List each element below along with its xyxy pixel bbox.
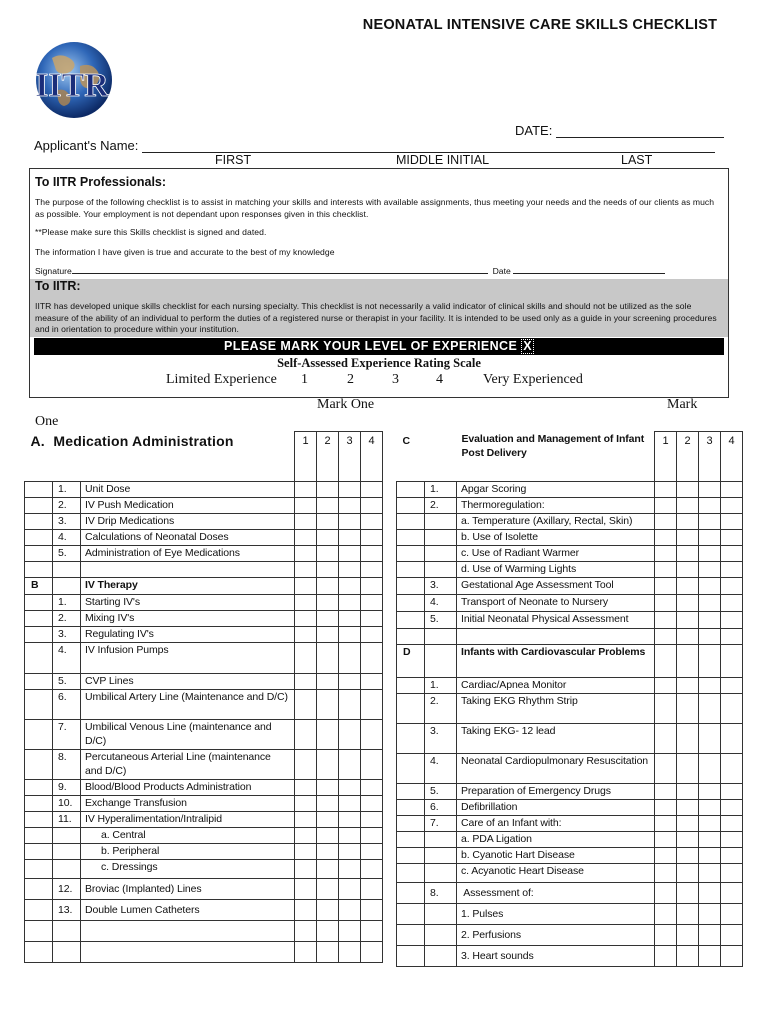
signature-line[interactable] [72,266,488,274]
rating-cell[interactable] [655,904,677,925]
table-row: 6. Defibrillation [397,800,743,816]
table-row: 4. Neonatal Cardiopulmonary Resuscitation [397,754,743,784]
rating-cell[interactable] [361,796,383,812]
rating-cell[interactable] [655,562,677,578]
rating-cell[interactable] [295,627,317,643]
rating-cell[interactable] [317,595,339,611]
table-row: 9. Blood/Blood Products Administration [25,780,383,796]
rating-cell[interactable] [361,828,383,844]
rating-cell[interactable] [339,530,361,546]
rating-cell[interactable] [677,925,699,946]
table-row: 2. IV Push Medication [25,498,383,514]
rating-cell[interactable] [677,848,699,864]
rating-cell[interactable] [339,482,361,498]
rating-cell[interactable] [721,546,743,562]
rating-col-1: 1 [655,432,677,482]
table-row: 4. Calculations of Neonatal Doses [25,530,383,546]
rating-cell[interactable] [655,595,677,612]
rating-cell[interactable] [699,498,721,514]
rating-cell[interactable] [655,800,677,816]
rating-cell[interactable] [361,595,383,611]
rating-cell[interactable] [295,530,317,546]
rating-cell[interactable] [317,611,339,627]
rating-cell[interactable] [361,900,383,921]
rating-cell[interactable] [677,678,699,694]
table-row [397,629,743,645]
rating-cell[interactable] [721,800,743,816]
sign-note: **Please make sure this Skills checklist is signed and dated. [35,227,267,237]
section-d-header: D Infants with Cardiovascular Problems [397,645,743,678]
rating-cell[interactable] [721,498,743,514]
rating-cell[interactable] [295,720,317,750]
rating-cell[interactable] [721,612,743,629]
rating-cell[interactable] [295,643,317,674]
rating-cell[interactable] [339,546,361,562]
rating-cell[interactable] [721,904,743,925]
last-name-label: LAST [621,153,653,167]
rating-cell[interactable] [655,694,677,724]
rating-cell[interactable] [677,562,699,578]
mark-checkbox[interactable]: X [523,339,532,353]
rating-cell[interactable] [699,595,721,612]
rating-col-4: 4 [721,432,743,482]
rating-cell[interactable] [721,562,743,578]
rating-cell[interactable] [339,514,361,530]
rating-cell[interactable] [295,595,317,611]
rating-cell[interactable] [361,498,383,514]
rating-cell[interactable] [295,844,317,860]
rating-cell[interactable] [677,546,699,562]
table-row: c. Acyanotic Heart Disease [397,864,743,883]
rating-cell[interactable] [721,848,743,864]
rating-cell[interactable] [361,643,383,674]
table-row: 5. Preparation of Emergency Drugs [397,784,743,800]
table-row: 2. Perfusions [397,925,743,946]
table-row: 5. Initial Neonatal Physical Assessment [397,612,743,629]
rating-cell[interactable] [699,832,721,848]
rating-cell[interactable] [721,832,743,848]
rating-cell[interactable] [295,482,317,498]
rating-cell[interactable] [677,816,699,832]
table-row: 5. Administration of Eye Medications [25,546,383,562]
rating-cell[interactable] [655,832,677,848]
table-row: b. Use of Isolette [397,530,743,546]
rating-cell[interactable] [699,694,721,724]
section-c-title: Evaluation and Management of Infant Post Delivery [461,432,645,459]
rating-cell[interactable] [677,514,699,530]
table-row: a. Temperature (Axillary, Rectal, Skin) [397,514,743,530]
rating-cell[interactable] [699,800,721,816]
mark-label-right: Mark [667,397,698,412]
rating-cell[interactable] [361,844,383,860]
rating-cell[interactable] [699,754,721,784]
rating-cell[interactable] [699,678,721,694]
instructions-box [29,168,729,398]
rating-cell[interactable] [295,514,317,530]
iitr-paragraph: IITR has developed unique skills checklist for each nursing specialty. This checklist is not necessarily a valid indicator of clinical skills and should not be utilized as the sole measure of the ability of an individual to perform the duties of a registered nurse or therapist in your facility. It is intended to be used only as a guide in your screening procedures and in orientation to procedure within your institution. [35,301,717,334]
rating-cell[interactable] [317,643,339,674]
rating-cell[interactable] [699,530,721,546]
rating-cell[interactable] [295,812,317,828]
scale-high-label: Very Experienced [483,372,583,387]
scale-level-2: 2 [347,372,354,387]
scale-level-3: 3 [392,372,399,387]
checklist-title: NEONATAL INTENSIVE CARE SKILLS CHECKLIST [362,17,718,33]
rating-cell[interactable] [295,498,317,514]
logo-text: IITR [35,67,109,104]
rating-cell[interactable] [295,780,317,796]
rating-cell[interactable] [295,690,317,720]
table-row: b. Cyanotic Hart Disease [397,848,743,864]
rating-cell[interactable] [361,482,383,498]
table-row [25,921,383,942]
rating-cell[interactable] [721,514,743,530]
table-row: 1. Unit Dose [25,482,383,498]
rating-cell[interactable] [339,879,361,900]
rating-cell[interactable] [361,627,383,643]
table-row: 7. Umbilical Venous Line (maintenance and D/C) [25,720,383,750]
section-a-header: A. Medication Administration [30,432,234,449]
table-row: 1. Pulses [397,904,743,925]
rating-cell[interactable] [721,595,743,612]
rating-col-3: 3 [699,432,721,482]
rating-cell[interactable] [677,754,699,784]
rating-cell[interactable] [317,860,339,879]
table-row: 13. Double Lumen Catheters [25,900,383,921]
rating-cell[interactable] [655,784,677,800]
rating-cell[interactable] [699,925,721,946]
rating-cell[interactable] [317,482,339,498]
rating-cell[interactable] [339,595,361,611]
rating-cell[interactable] [317,530,339,546]
rating-cell[interactable] [655,578,677,595]
rating-cell[interactable] [361,611,383,627]
table-row: a. Central [25,828,383,844]
rating-cell[interactable] [699,784,721,800]
rating-cell[interactable] [339,611,361,627]
rating-cell[interactable] [721,754,743,784]
table-row: 12. Broviac (Implanted) Lines [25,879,383,900]
rating-col-2: 2 [317,432,339,482]
table-row: 3. IV Drip Medications [25,514,383,530]
table-row: 6. Umbilical Artery Line (Maintenance and D/C) [25,690,383,720]
section-b-header: B IV Therapy [25,578,383,595]
professionals-paragraph: The purpose of the following checklist is to assist in matching your skills and interests with available assignments, thus meeting your needs and the needs of our clients as much as possible. Your employment is not dependant upon responses given in this checklist. [35,197,715,219]
rating-cell[interactable] [721,694,743,724]
rating-cell[interactable] [361,812,383,828]
rating-cell[interactable] [699,724,721,754]
right-skills-table [396,431,743,967]
rating-cell[interactable] [721,946,743,967]
rating-cell[interactable] [361,720,383,750]
rating-cell[interactable] [317,812,339,828]
rating-cell[interactable] [317,879,339,900]
table-row: 2. Thermoregulation: [397,498,743,514]
rating-cell[interactable] [677,530,699,546]
rating-col-4: 4 [361,432,383,482]
rating-cell[interactable] [677,864,699,883]
first-name-label: FIRST [215,153,252,167]
rating-cell[interactable] [677,578,699,595]
rating-cell[interactable] [677,612,699,629]
rating-cell[interactable] [317,674,339,690]
rating-cell[interactable] [317,498,339,514]
rating-cell[interactable] [677,832,699,848]
left-skills-table [24,431,383,963]
rating-col-1: 1 [295,432,317,482]
rating-cell[interactable] [339,750,361,780]
rating-cell[interactable] [317,546,339,562]
applicant-name-field[interactable]: Applicant's Name: [34,138,715,153]
rating-cell[interactable] [677,904,699,925]
rating-cell[interactable] [339,674,361,690]
rating-cell[interactable] [295,750,317,780]
table-row: 4. IV Infusion Pumps [25,643,383,674]
rating-cell[interactable] [655,514,677,530]
rating-cell[interactable] [361,546,383,562]
rating-cell[interactable] [339,828,361,844]
scale-title: Self-Assessed Experience Rating Scale [277,356,481,370]
rating-cell[interactable] [699,514,721,530]
rating-cell[interactable] [295,879,317,900]
rating-cell[interactable] [721,724,743,754]
signature-date-line[interactable] [513,266,665,274]
rating-cell[interactable] [699,864,721,883]
rating-cell[interactable] [677,946,699,967]
rating-cell[interactable] [339,796,361,812]
rating-cell[interactable] [677,498,699,514]
table-row: c. Dressings [25,860,383,879]
rating-cell[interactable] [339,498,361,514]
scale-level-4: 4 [436,372,443,387]
table-row: b. Peripheral [25,844,383,860]
table-row: 7. Care of an Infant with: [397,816,743,832]
rating-cell[interactable] [699,612,721,629]
rating-cell[interactable] [721,530,743,546]
rating-cell[interactable] [339,844,361,860]
rating-cell[interactable] [317,844,339,860]
rating-cell[interactable] [295,674,317,690]
rating-cell[interactable] [721,678,743,694]
rating-cell[interactable] [317,900,339,921]
table-row: 8. Percutaneous Arterial Line (maintenance and D/C) [25,750,383,780]
rating-cell[interactable] [699,904,721,925]
rating-cell[interactable] [295,900,317,921]
rating-cell[interactable] [655,612,677,629]
table-row: a. PDA Ligation [397,832,743,848]
rating-cell[interactable] [317,750,339,780]
rating-cell[interactable] [655,925,677,946]
iitr-heading: To IITR: [35,279,81,293]
rating-cell[interactable] [721,578,743,595]
table-row: 5. CVP Lines [25,674,383,690]
rating-cell[interactable] [655,848,677,864]
rating-cell[interactable] [361,530,383,546]
rating-cell[interactable] [721,482,743,498]
rating-cell[interactable] [339,720,361,750]
mark-experience-banner: PLEASE MARK YOUR LEVEL OF EXPERIENCE X [34,338,724,355]
rating-cell[interactable] [721,925,743,946]
table-row: d. Use of Warming Lights [397,562,743,578]
rating-cell[interactable] [295,546,317,562]
middle-initial-label: MIDDLE INITIAL [396,153,490,167]
table-row: 3. Regulating IV's [25,627,383,643]
rating-cell[interactable] [699,816,721,832]
rating-cell[interactable] [699,848,721,864]
rating-cell[interactable] [361,860,383,879]
table-row: 10. Exchange Transfusion [25,796,383,812]
rating-cell[interactable] [721,784,743,800]
rating-cell[interactable] [317,690,339,720]
table-row: 3. Taking EKG- 12 lead [397,724,743,754]
rating-cell[interactable] [699,562,721,578]
rating-cell[interactable] [361,514,383,530]
table-row: 1. Cardiac/Apnea Monitor [397,678,743,694]
rating-cell[interactable] [655,864,677,883]
rating-cell[interactable] [317,780,339,796]
rating-cell[interactable] [317,828,339,844]
rating-cell[interactable] [339,690,361,720]
rating-cell[interactable] [317,796,339,812]
iitr-notice [30,279,728,337]
rating-cell[interactable] [295,796,317,812]
rating-cell[interactable] [339,812,361,828]
rating-cell[interactable] [699,578,721,595]
rating-cell[interactable] [361,750,383,780]
rating-cell[interactable] [655,498,677,514]
section-c-letter: C [402,434,410,447]
rating-cell[interactable] [655,482,677,498]
signature-row[interactable]: Signature Date [35,266,715,276]
rating-cell[interactable] [677,784,699,800]
rating-cell[interactable] [655,678,677,694]
accuracy-statement: The information I have given is true and accurate to the best of my knowledge [35,247,335,257]
rating-cell[interactable] [677,595,699,612]
one-label: One [35,414,59,429]
rating-cell[interactable] [339,900,361,921]
rating-cell[interactable] [655,754,677,784]
rating-cell[interactable] [317,720,339,750]
rating-cell[interactable] [677,694,699,724]
table-row: 8. Assessment of: [397,883,743,904]
rating-cell[interactable] [655,546,677,562]
rating-cell[interactable] [655,946,677,967]
rating-cell[interactable] [361,674,383,690]
table-row: 2. Mixing IV's [25,611,383,627]
rating-cell[interactable] [677,482,699,498]
rating-cell[interactable] [317,514,339,530]
rating-cell[interactable] [721,816,743,832]
rating-cell[interactable] [699,946,721,967]
rating-cell[interactable] [295,611,317,627]
iitr-globe-logo [22,38,122,120]
rating-cell[interactable] [339,780,361,796]
date-field[interactable]: DATE: [515,123,724,138]
rating-cell[interactable] [721,864,743,883]
rating-cell[interactable] [361,690,383,720]
table-row: 1. Starting IV's [25,595,383,611]
rating-cell[interactable] [699,482,721,498]
scale-level-1: 1 [301,372,308,387]
rating-cell[interactable] [339,643,361,674]
table-row [25,942,383,963]
rating-col-3: 3 [339,432,361,482]
rating-cell[interactable] [655,530,677,546]
rating-cell[interactable] [699,546,721,562]
table-row: 3. Heart sounds [397,946,743,967]
rating-cell[interactable] [295,860,317,879]
rating-cell[interactable] [339,627,361,643]
rating-cell[interactable] [655,816,677,832]
table-row: 3. Gestational Age Assessment Tool [397,578,743,595]
rating-col-2: 2 [677,432,699,482]
table-row [25,562,383,578]
mark-one-label: Mark One [317,397,375,412]
professionals-heading: To IITR Professionals: [35,175,167,189]
table-row: 4. Transport of Neonate to Nursery [397,595,743,612]
rating-cell[interactable] [677,724,699,754]
rating-cell[interactable] [317,627,339,643]
rating-cell[interactable] [295,828,317,844]
table-row: 1. Apgar Scoring [397,482,743,498]
rating-cell[interactable] [361,879,383,900]
table-row: 2. Taking EKG Rhythm Strip [397,694,743,724]
table-row: 11. IV Hyperalimentation/Intralipid [25,812,383,828]
table-row: c. Use of Radiant Warmer [397,546,743,562]
rating-cell[interactable] [339,860,361,879]
rating-cell[interactable] [361,780,383,796]
scale-low-label: Limited Experience [166,372,277,387]
rating-cell[interactable] [655,724,677,754]
rating-cell[interactable] [677,800,699,816]
